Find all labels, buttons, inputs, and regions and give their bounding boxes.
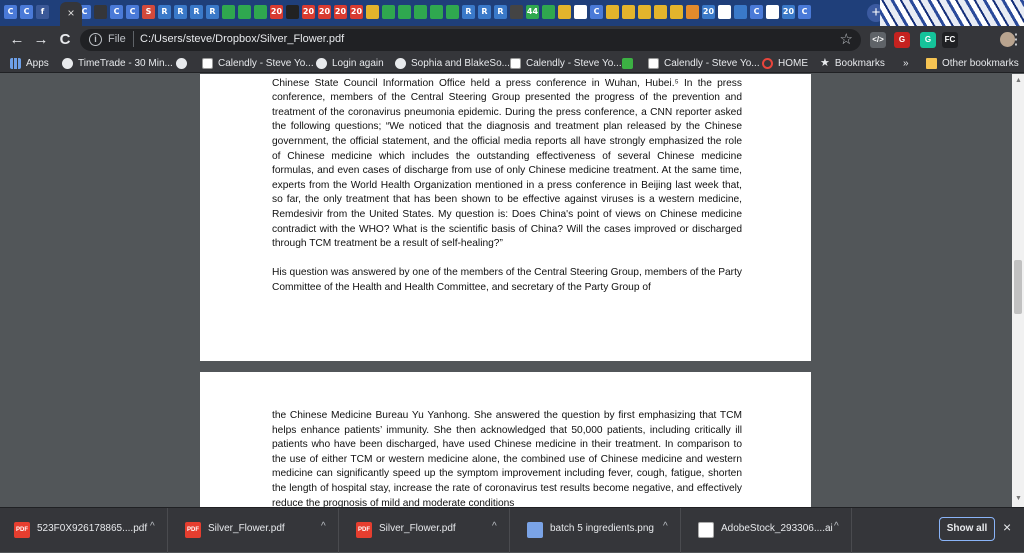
tab-favicon[interactable]	[382, 5, 395, 19]
download-item[interactable]	[0, 508, 168, 553]
bookmark-favicon-icon	[176, 58, 187, 69]
bookmark-label: Bookmarks	[834, 57, 885, 69]
other-bookmarks-label: Other bookmarks	[942, 57, 1019, 69]
page-text-block	[272, 74, 742, 296]
tab-favicon[interactable]	[766, 5, 779, 19]
tab-favicon[interactable]: C	[110, 5, 123, 19]
bookmark-item[interactable]	[622, 56, 633, 70]
download-filename: AdobeStock_293306....ai	[721, 523, 833, 534]
tab-favicon[interactable]	[366, 5, 379, 19]
extension-icon[interactable]: G	[920, 32, 936, 48]
bookmark-favicon-icon	[510, 58, 521, 69]
pdf-file-icon: PDF	[356, 522, 372, 538]
bookmark-item[interactable]	[395, 56, 510, 70]
bookmark-label: Sophia and BlakeSo...	[411, 57, 510, 69]
bookmark-item[interactable]	[202, 56, 314, 70]
tab-strip	[0, 0, 1024, 26]
tab-favicon[interactable]	[414, 5, 427, 19]
tab-favicon[interactable]: 20	[702, 5, 715, 19]
theme-decoration	[880, 0, 1024, 26]
pdf-file-icon: PDF	[14, 522, 30, 538]
show-all-downloads-button[interactable]: Show all	[939, 517, 995, 541]
tab-favicon[interactable]	[398, 5, 411, 19]
url-separator	[133, 31, 134, 47]
download-item[interactable]	[171, 508, 339, 553]
other-bookmarks-folder[interactable]	[926, 56, 1019, 70]
tab-favicon[interactable]	[638, 5, 651, 19]
tab-favicon[interactable]	[718, 5, 731, 19]
bookmark-favicon-icon	[648, 58, 659, 69]
tab-favicon[interactable]	[510, 5, 523, 19]
download-options-chevron-icon[interactable]: ^	[834, 521, 839, 532]
bookmark-favicon-icon	[762, 58, 773, 69]
tab-favicon[interactable]	[254, 5, 267, 19]
tab-favicon[interactable]: C	[750, 5, 763, 19]
tab-favicon[interactable]: R	[158, 5, 171, 19]
tab-favicon[interactable]: 20	[334, 5, 347, 19]
tab-favicon[interactable]: 20	[350, 5, 363, 19]
active-tab-close-button[interactable]: ×	[60, 2, 82, 26]
pdf-viewer[interactable]	[0, 74, 1024, 507]
download-options-chevron-icon[interactable]: ^	[492, 521, 497, 532]
tab-favicon[interactable]	[574, 5, 587, 19]
scroll-up-arrow-icon[interactable]: ▲	[1015, 77, 1022, 84]
bookmark-item[interactable]	[762, 56, 808, 70]
url-scheme-label: File	[108, 33, 126, 45]
download-options-chevron-icon[interactable]: ^	[150, 521, 155, 532]
apps-shortcut[interactable]	[10, 56, 49, 70]
tab-favicon[interactable]	[222, 5, 235, 19]
tab-favicon[interactable]	[430, 5, 443, 19]
site-info-icon[interactable]: i	[89, 33, 102, 46]
download-shelf	[0, 507, 1024, 552]
paragraph: His question was answered by one of the members of the Central Steering Group, members of the Party Committee of the Health and Health Committee, and secretary of the Party Group of	[272, 267, 742, 293]
reload-button[interactable]: C	[59, 31, 71, 48]
tab-favicon[interactable]: f	[36, 5, 49, 19]
bookmark-favicon-icon	[62, 58, 73, 69]
folder-icon	[926, 58, 937, 69]
download-filename: 523F0X926178865....pdf	[37, 523, 148, 534]
menu-kebab-icon[interactable]: ⋮	[1008, 31, 1024, 48]
bookmark-favicon-icon	[202, 58, 213, 69]
tab-favicon[interactable]: C	[126, 5, 139, 19]
scroll-down-arrow-icon[interactable]: ▼	[1015, 495, 1022, 502]
tab-favicon[interactable]: 20	[782, 5, 795, 19]
download-options-chevron-icon[interactable]: ^	[321, 521, 326, 532]
download-options-chevron-icon[interactable]: ^	[663, 521, 668, 532]
tab-favicon[interactable]	[94, 5, 107, 19]
bookmark-label: Calendly - Steve Yo...	[526, 57, 622, 69]
download-filename: Silver_Flower.pdf	[208, 523, 285, 534]
tab-favicon[interactable]	[654, 5, 667, 19]
tab-favicon[interactable]: R	[462, 5, 475, 19]
bookmark-item[interactable]	[316, 56, 384, 70]
tab-favicon[interactable]: R	[174, 5, 187, 19]
tab-favicon[interactable]: 20	[318, 5, 331, 19]
bookmark-star-icon[interactable]: ☆	[839, 31, 853, 48]
extension-icon[interactable]: </>	[870, 32, 886, 48]
tab-favicon[interactable]	[286, 5, 299, 19]
address-bar[interactable]	[80, 29, 861, 51]
pdf-page	[200, 372, 811, 507]
bookmark-item[interactable]	[648, 56, 760, 70]
bookmark-item[interactable]	[820, 56, 885, 70]
tab-favicon[interactable]: R	[494, 5, 507, 19]
bookmark-favicon-icon	[395, 58, 406, 69]
paragraph: the Chinese Medicine Bureau Yu Yanhong. She answered the question by first emphasizing that TCM helps enhance patients’ immunity. She then acknowledged that 50,000 patients, including critically ill patients who have been discharged, have used Chinese medicine in their treatment. In comparison to the use of either TCM or western medicine alone, the combined use of Chinese medicine and western medicine can significantly speed up the symptom improvement including fever, cough, fatigue, shorten the length of hospital stay, increase the rate of coronavirus test results become negative, and effectively reduce the prognosis of mild and moderate conditions	[272, 410, 742, 507]
bookmark-item[interactable]	[176, 56, 187, 70]
tab-favicon[interactable]	[622, 5, 635, 19]
bookmark-item[interactable]	[62, 56, 173, 70]
paragraph: Chinese State Council Information Office held a press conference in Wuhan, Hubei.⁵ In the press conference, members of the Central Steering Group presented the progress of the prevention and treatment of the coronavirus pneumonia epidemic. During the press conference, a CNN reporter asked the following questions; “We noticed that the diagnosis and treatment plan released by the Chinese government, the official statement, and the official media reports all have strongly emphasized the role of Chinese medicine which includes the outstanding effectiveness of several Chinese medicine formulas, and even cases of discharge from use of only Chinese medicine treatment. At the same time, experts from the World Health Organization mentioned in a press conference in Beijing last week that, so far, the only treatment that has been shown to be effective against viruses is a western medicine, Remdesivir from the United States. My question is: Does China's point of views on Chinese medicine contradict with the WHO? What is the scientific basis of China? Will the cases improved or discharged through TCM treatment be a result of self-healing?”	[272, 77, 742, 250]
tab-favicon[interactable]	[686, 5, 699, 19]
bookmark-label: HOME	[778, 57, 808, 69]
download-item[interactable]	[684, 508, 852, 553]
bookmark-favicon-icon	[622, 58, 633, 69]
tab-favicon[interactable]: R	[206, 5, 219, 19]
extension-icon[interactable]: G	[894, 32, 910, 48]
scrollbar-thumb[interactable]	[1014, 260, 1022, 314]
tab-favicon[interactable]: C	[4, 5, 17, 19]
forward-button[interactable]: →	[33, 31, 49, 48]
extension-icon[interactable]: FC	[942, 32, 958, 48]
tab-favicon[interactable]: C	[78, 5, 91, 19]
bookmarks-overflow-button[interactable]: »	[903, 57, 909, 69]
back-button[interactable]: ←	[9, 31, 25, 48]
doc-file-icon	[698, 522, 714, 538]
download-filename: Silver_Flower.pdf	[379, 523, 456, 534]
bookmark-item[interactable]	[510, 56, 622, 70]
tab-favicon[interactable]: C	[590, 5, 603, 19]
bookmarks-bar	[0, 53, 1024, 73]
tab-favicon[interactable]: 44	[526, 5, 539, 19]
bookmark-label: Login again	[332, 57, 384, 69]
png-file-icon	[527, 522, 543, 538]
tab-favicon[interactable]: R	[478, 5, 491, 19]
bookmark-label: TimeTrade - 30 Min...	[78, 57, 173, 69]
url-text[interactable]: C:/Users/steve/Dropbox/Silver_Flower.pdf	[140, 33, 345, 45]
download-item[interactable]	[513, 508, 681, 553]
page-text-block	[272, 409, 742, 507]
bookmark-label: Calendly - Steve Yo...	[218, 57, 314, 69]
tab-favicon[interactable]: C	[20, 5, 33, 19]
tab-favicon[interactable]	[606, 5, 619, 19]
download-filename: batch 5 ingredients.png	[550, 523, 654, 534]
tab-favicon[interactable]: R	[190, 5, 203, 19]
download-item[interactable]	[342, 508, 510, 553]
apps-grid-icon	[10, 58, 21, 69]
tab-favicon[interactable]	[446, 5, 459, 19]
tab-favicon[interactable]	[558, 5, 571, 19]
tab-favicon[interactable]	[542, 5, 555, 19]
browser-toolbar	[0, 26, 1024, 53]
tab-favicon-row	[4, 5, 811, 21]
pdf-page	[200, 74, 811, 361]
tab-favicon[interactable]: 20	[270, 5, 283, 19]
new-tab-button[interactable]: +	[867, 4, 885, 22]
tab-favicon[interactable]	[734, 5, 747, 19]
bookmark-favicon-icon	[316, 58, 327, 69]
tab-favicon[interactable]: 20	[302, 5, 315, 19]
tab-favicon[interactable]	[238, 5, 251, 19]
apps-label: Apps	[26, 57, 49, 69]
tab-favicon[interactable]: C	[798, 5, 811, 19]
pdf-file-icon: PDF	[185, 522, 201, 538]
tab-favicon[interactable]	[670, 5, 683, 19]
bookmark-label: Calendly - Steve Yo...	[664, 57, 760, 69]
bookmark-favicon-icon: ★	[820, 56, 830, 69]
close-download-shelf-icon[interactable]: ×	[1003, 519, 1012, 535]
tab-favicon[interactable]: S	[142, 5, 155, 19]
